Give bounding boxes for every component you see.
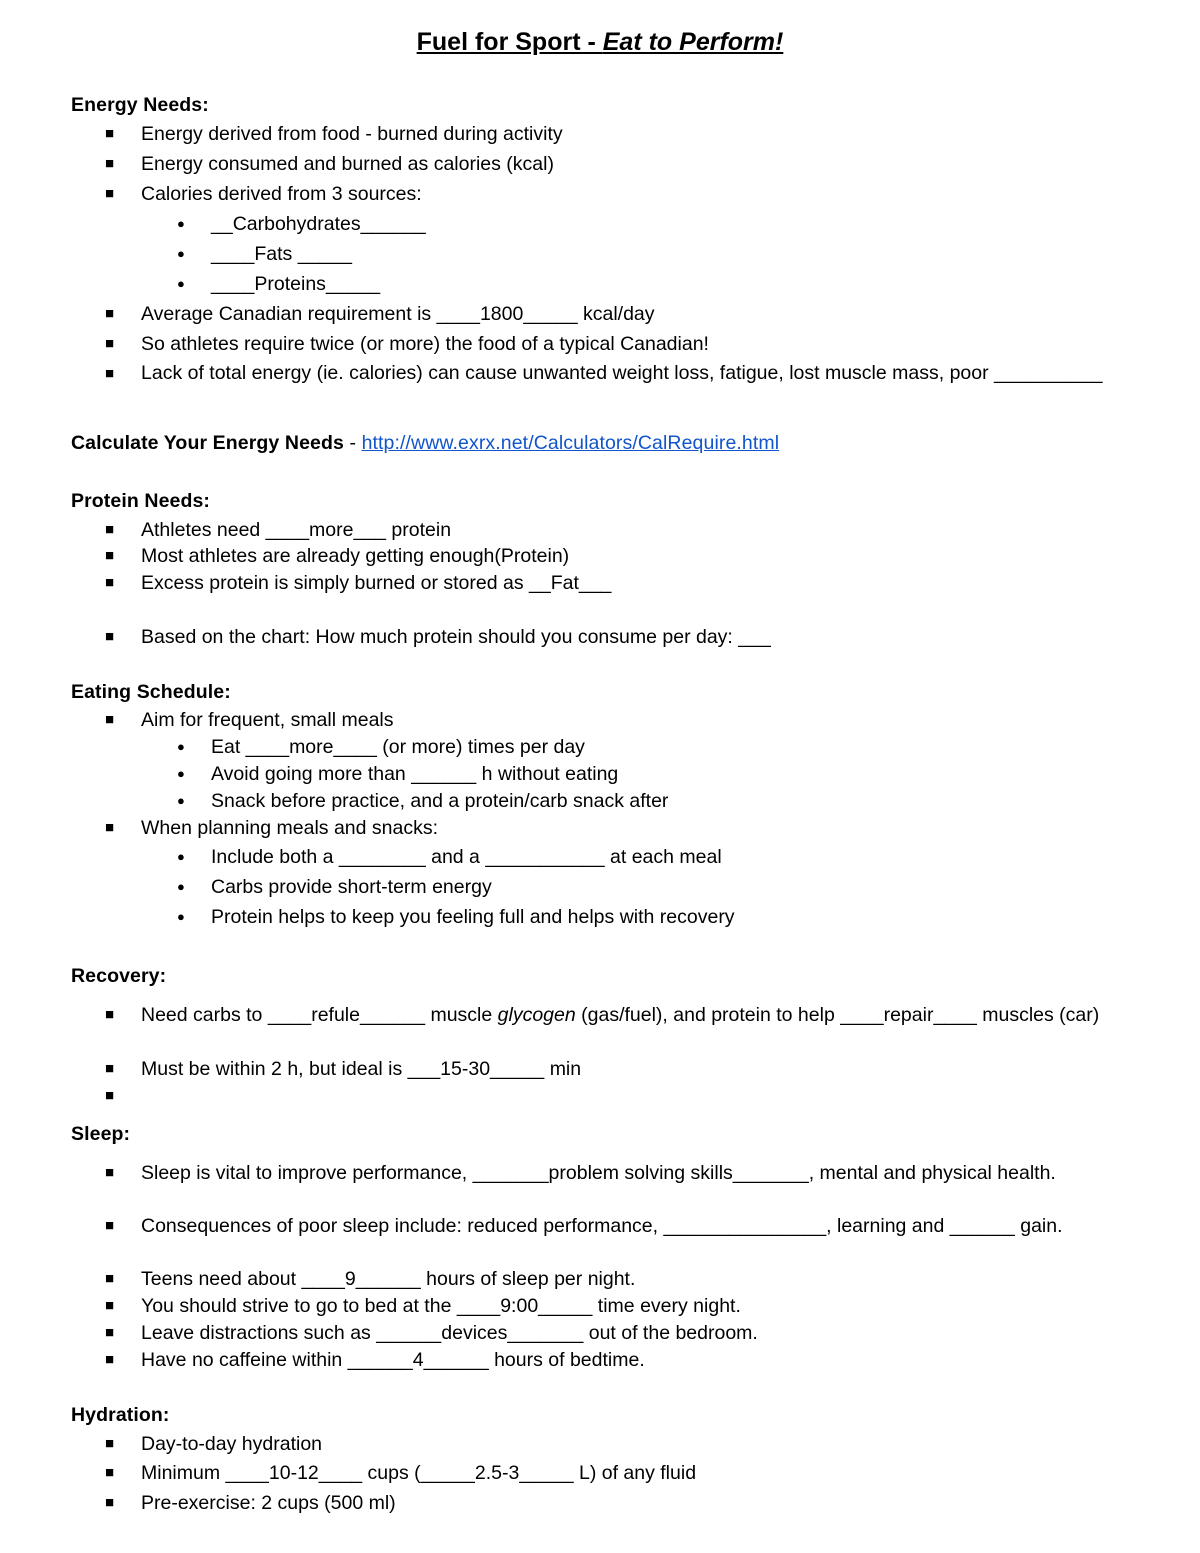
hydration-heading: Hydration: [71,1404,170,1426]
square-bullet-icon: ■ [105,365,115,382]
square-bullet-icon: ■ [105,521,115,538]
dot-bullet-icon: ● [177,246,185,261]
square-bullet-icon: ■ [105,155,115,172]
square-bullet-icon: ■ [105,335,115,352]
square-bullet-icon: ■ [105,1087,115,1104]
title-main: Fuel for Sport - [416,28,603,56]
square-bullet-icon: ■ [105,1494,115,1511]
square-bullet-icon: ■ [105,1006,115,1023]
title-emphasis: Eat to Perform! [602,28,784,56]
square-bullet-icon: ■ [105,1217,115,1234]
square-bullet-icon: ■ [105,1324,115,1341]
dot-bullet-icon: ● [177,879,185,894]
dot-bullet-icon: ● [177,909,185,924]
calculate-heading: Calculate Your Energy Needs - http://www.exrx.net/Calculators/CalRequire.html [71,432,780,454]
sleep-heading: Sleep: [71,1123,131,1145]
dot-bullet-icon: ● [177,793,185,808]
recovery-heading: Recovery: [71,965,167,987]
calculator-link[interactable]: http://www.exrx.net/Calculators/CalRequire.html [361,432,780,454]
square-bullet-icon: ■ [105,1464,115,1481]
square-bullet-icon: ■ [105,819,115,836]
square-bullet-icon: ■ [105,305,115,322]
square-bullet-icon: ■ [105,628,115,645]
dot-bullet-icon: ● [177,739,185,754]
square-bullet-icon: ■ [105,1164,115,1181]
protein-heading: Protein Needs: [71,490,211,512]
square-bullet-icon: ■ [105,185,115,202]
square-bullet-icon: ■ [105,711,115,728]
square-bullet-icon: ■ [105,1270,115,1287]
square-bullet-icon: ■ [105,125,115,142]
eating-heading: Eating Schedule: [71,681,231,703]
square-bullet-icon: ■ [105,1060,115,1077]
dot-bullet-icon: ● [177,276,185,291]
square-bullet-icon: ■ [105,547,115,564]
dot-bullet-icon: ● [177,216,185,231]
square-bullet-icon: ■ [105,1297,115,1314]
square-bullet-icon: ■ [105,574,115,591]
dot-bullet-icon: ● [177,766,185,781]
square-bullet-icon: ■ [105,1351,115,1368]
page-title [0,28,1200,57]
energy-heading: Energy Needs: [71,94,209,116]
dot-bullet-icon: ● [177,849,185,864]
square-bullet-icon: ■ [105,1435,115,1452]
